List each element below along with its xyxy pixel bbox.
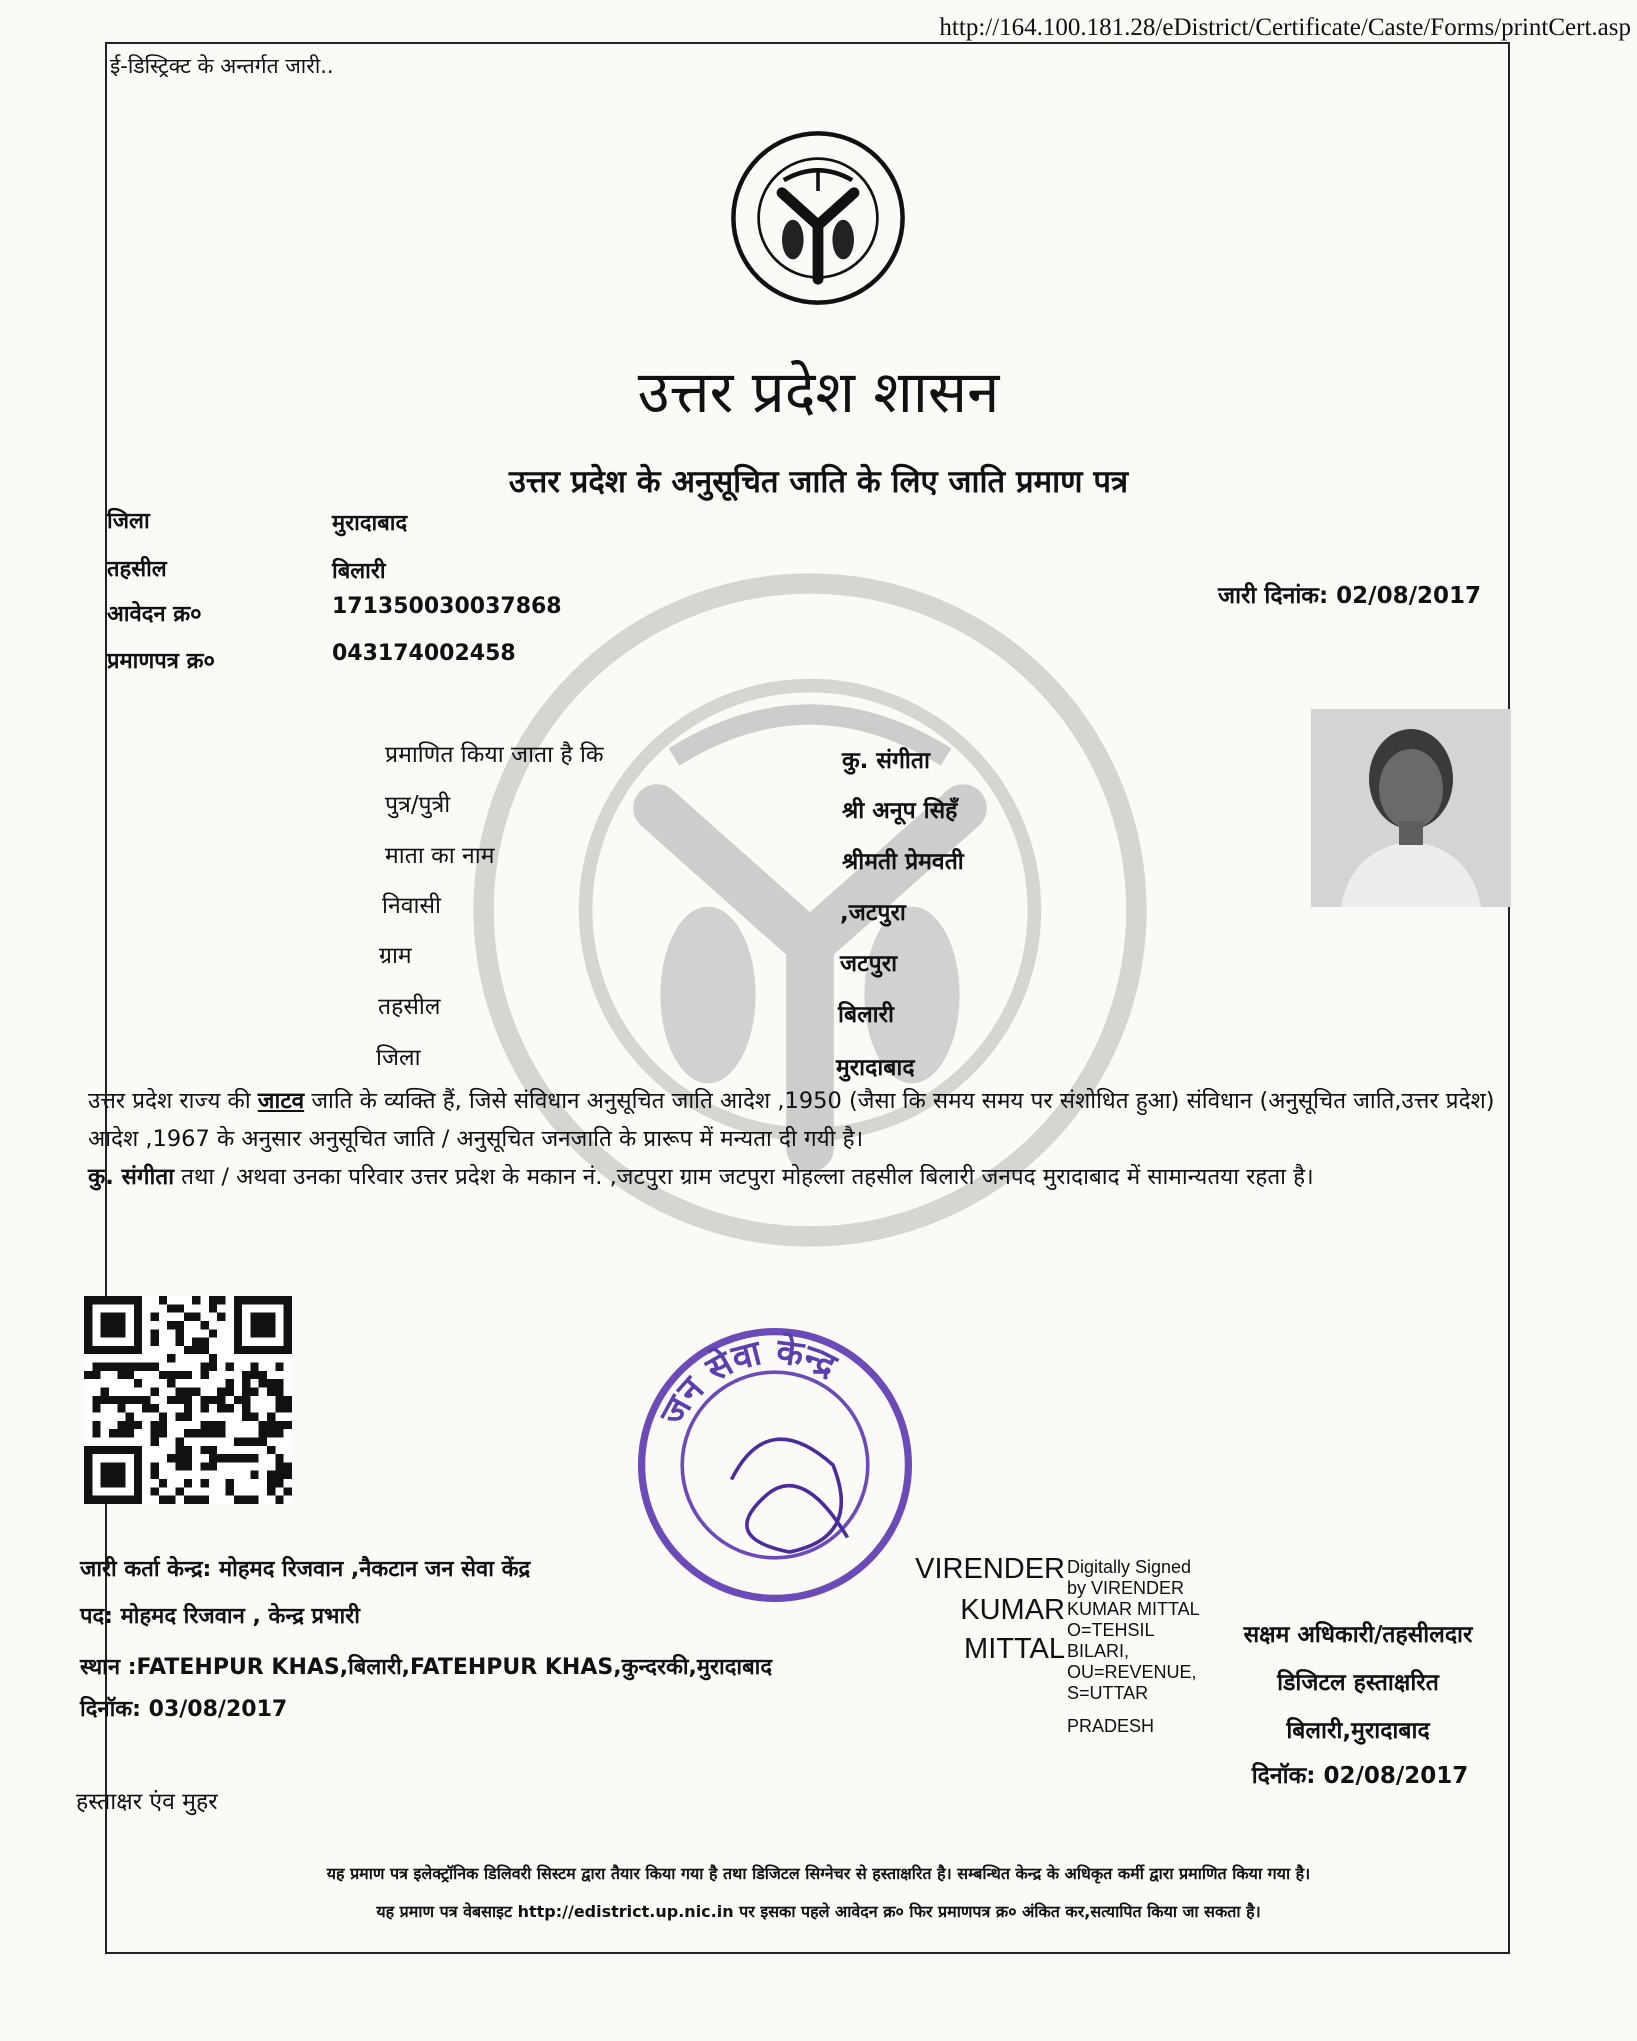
detail-label: माता का नाम <box>385 843 495 869</box>
certificate-number: 043174002458 <box>332 641 516 666</box>
signature-detail-line: by VIRENDER <box>1067 1578 1185 1598</box>
authority-date-label: दिनॉक: <box>1251 1763 1316 1789</box>
certificate-subtitle: उत्तर प्रदेश के अनुसूचित जाति के लिए जाति प्रमाण पत्र <box>508 464 1129 500</box>
seal-text: जन सेवा केन्द्र <box>652 1331 843 1432</box>
issue-date-label: जारी दिनांक: <box>1218 583 1329 609</box>
detail-label: निवासी <box>382 893 441 919</box>
issuer-date <box>80 1693 287 1723</box>
tehsil-value: बिलारी <box>332 559 386 584</box>
body-text: तथा / अथवा उनका परिवार उत्तर प्रदेश के मकान नं. ,जटपुरा ग्राम जटपुरा मोहल्ला तहसील बिलारी जनपद मुरादाबाद में सामान्यतया रहता है। <box>174 1164 1314 1190</box>
signature-and-seal-label: हस्ताक्षर एंव मुहर <box>76 1789 218 1815</box>
detail-tehsil-value: बिलारी <box>838 1002 895 1028</box>
signer-name <box>895 1553 1065 1666</box>
jan-seva-kendra-seal <box>630 1320 920 1610</box>
tehsil-label: तहसील <box>107 557 167 582</box>
signature-detail-line: Digitally Signed <box>1067 1557 1192 1577</box>
place-value: FATEHPUR KHAS,बिलारी,FATEHPUR KHAS,कुन्दरकी,मुरादाबाद <box>136 1655 773 1680</box>
qr-code <box>84 1296 292 1504</box>
footer-note-1: यह प्रमाण पत्र इलेक्ट्रॉनिक डिलिवरी सिस्टम द्वारा तैयार किया गया है तथा डिजिटल सिग्नेचर से हस्ताक्षरित है। सम्बन्धित केन्द्र के अधिकृत कर्मी द्वारा प्रमाणित किया गया है। <box>326 1864 1311 1883</box>
detail-residence-value: ,जटपुरा <box>840 900 906 926</box>
applicant-photo <box>1311 709 1511 907</box>
issued-under-note: ई-डिस्ट्रिक्ट के अन्तर्गत जारी.. <box>110 54 334 78</box>
applicant-name: कु. संगीता <box>88 1164 175 1190</box>
body-text: उत्तर प्रदेश राज्य की <box>88 1088 258 1114</box>
issuer-post: पद: मोहमद रिजवान , केन्द्र प्रभारी <box>80 1604 360 1629</box>
issuer-place <box>80 1651 772 1681</box>
place-label: स्थान : <box>80 1655 137 1680</box>
signature-detail-line: PRADESH <box>1067 1716 1155 1736</box>
browser-url: http://164.100.181.28/eDistrict/Certificate/Caste/Forms/printCert.asp <box>939 14 1631 41</box>
issue-date <box>1218 578 1481 610</box>
page-title: उत्तर प्रदेश शासन <box>637 358 1000 426</box>
signature-detail-line: KUMAR MITTAL <box>1067 1599 1200 1619</box>
signature-detail-line: OU=REVENUE, <box>1067 1662 1197 1682</box>
detail-mother-value: श्रीमती प्रेमवती <box>842 849 964 875</box>
footer-note-2: यह प्रमाण पत्र वेबसाइट http://edistrict.up.nic.in पर इसका पहले आवेदन क्र० फिर प्रमाणपत्र क्र० अंकित कर,सत्यापित किया जा सकता है। <box>376 1902 1261 1921</box>
detail-district-value: मुरादाबाद <box>836 1055 915 1081</box>
authority-place: बिलारी,मुरादाबाद <box>1286 1718 1430 1744</box>
issuer-date-value: 03/08/2017 <box>148 1697 288 1722</box>
issuer-date-label: दिनॉक: <box>80 1697 141 1722</box>
authority-date-value: 02/08/2017 <box>1323 1763 1469 1789</box>
signer-name-line: KUMAR <box>960 1594 1065 1626</box>
digitally-signed-label: डिजिटल हस्ताक्षरित <box>1277 1670 1439 1696</box>
certificate-body <box>88 1082 1508 1196</box>
digital-signature-details <box>1067 1557 1200 1737</box>
authority-title: सक्षम अधिकारी/तहसीलदार <box>1243 1622 1473 1648</box>
application-label: आवेदन क्र० <box>107 602 202 627</box>
issue-date-value: 02/08/2017 <box>1336 583 1481 609</box>
person-icon <box>1311 709 1511 907</box>
detail-label: जिला <box>376 1045 421 1071</box>
authority-date <box>1200 1758 1520 1790</box>
detail-label: तहसील <box>378 994 441 1020</box>
detail-label: पुत्र/पुत्री <box>385 792 451 818</box>
signer-name-line: VIRENDER <box>915 1553 1065 1585</box>
detail-label: ग्राम <box>379 943 412 969</box>
body-text: जाति के व्यक्ति हैं, जिसे संविधान अनुसूचित जाति आदेश ,1950 (जैसा कि समय समय पर संशोधित हुआ) संविधान (अनुसूचित जाति,उत्तर प्रदेश) आदेश ,1967 के अनुसार अनुसूचित जाति / अनुसूचित जनजाति के प्रारूप में मन्यता दी गयी है। <box>88 1088 1495 1152</box>
state-emblem-icon <box>728 128 908 308</box>
detail-village-value: जटपुरा <box>840 951 898 977</box>
application-number: 171350030037868 <box>332 594 562 619</box>
signer-name-line: MITTAL <box>964 1633 1065 1665</box>
signature-detail-line: O=TEHSIL <box>1067 1620 1155 1640</box>
district-label: जिला <box>107 509 150 534</box>
signature-detail-line: BILARI, <box>1067 1641 1130 1661</box>
signature-detail-line: S=UTTAR <box>1067 1683 1149 1703</box>
detail-label: प्रमाणित किया जाता है कि <box>385 742 604 768</box>
caste-name: जाटव <box>257 1088 305 1114</box>
certificate-label: प्रमाणपत्र क्र० <box>107 649 215 674</box>
district-value: मुरादाबाद <box>332 511 408 536</box>
issuing-center: जारी कर्ता केन्द्र: मोहमद रिजवान ,नैकटान जन सेवा केंद्र <box>80 1557 531 1582</box>
detail-father-value: श्री अनूप सिहँ <box>842 798 958 824</box>
detail-name-value: कु. संगीता <box>842 748 930 774</box>
